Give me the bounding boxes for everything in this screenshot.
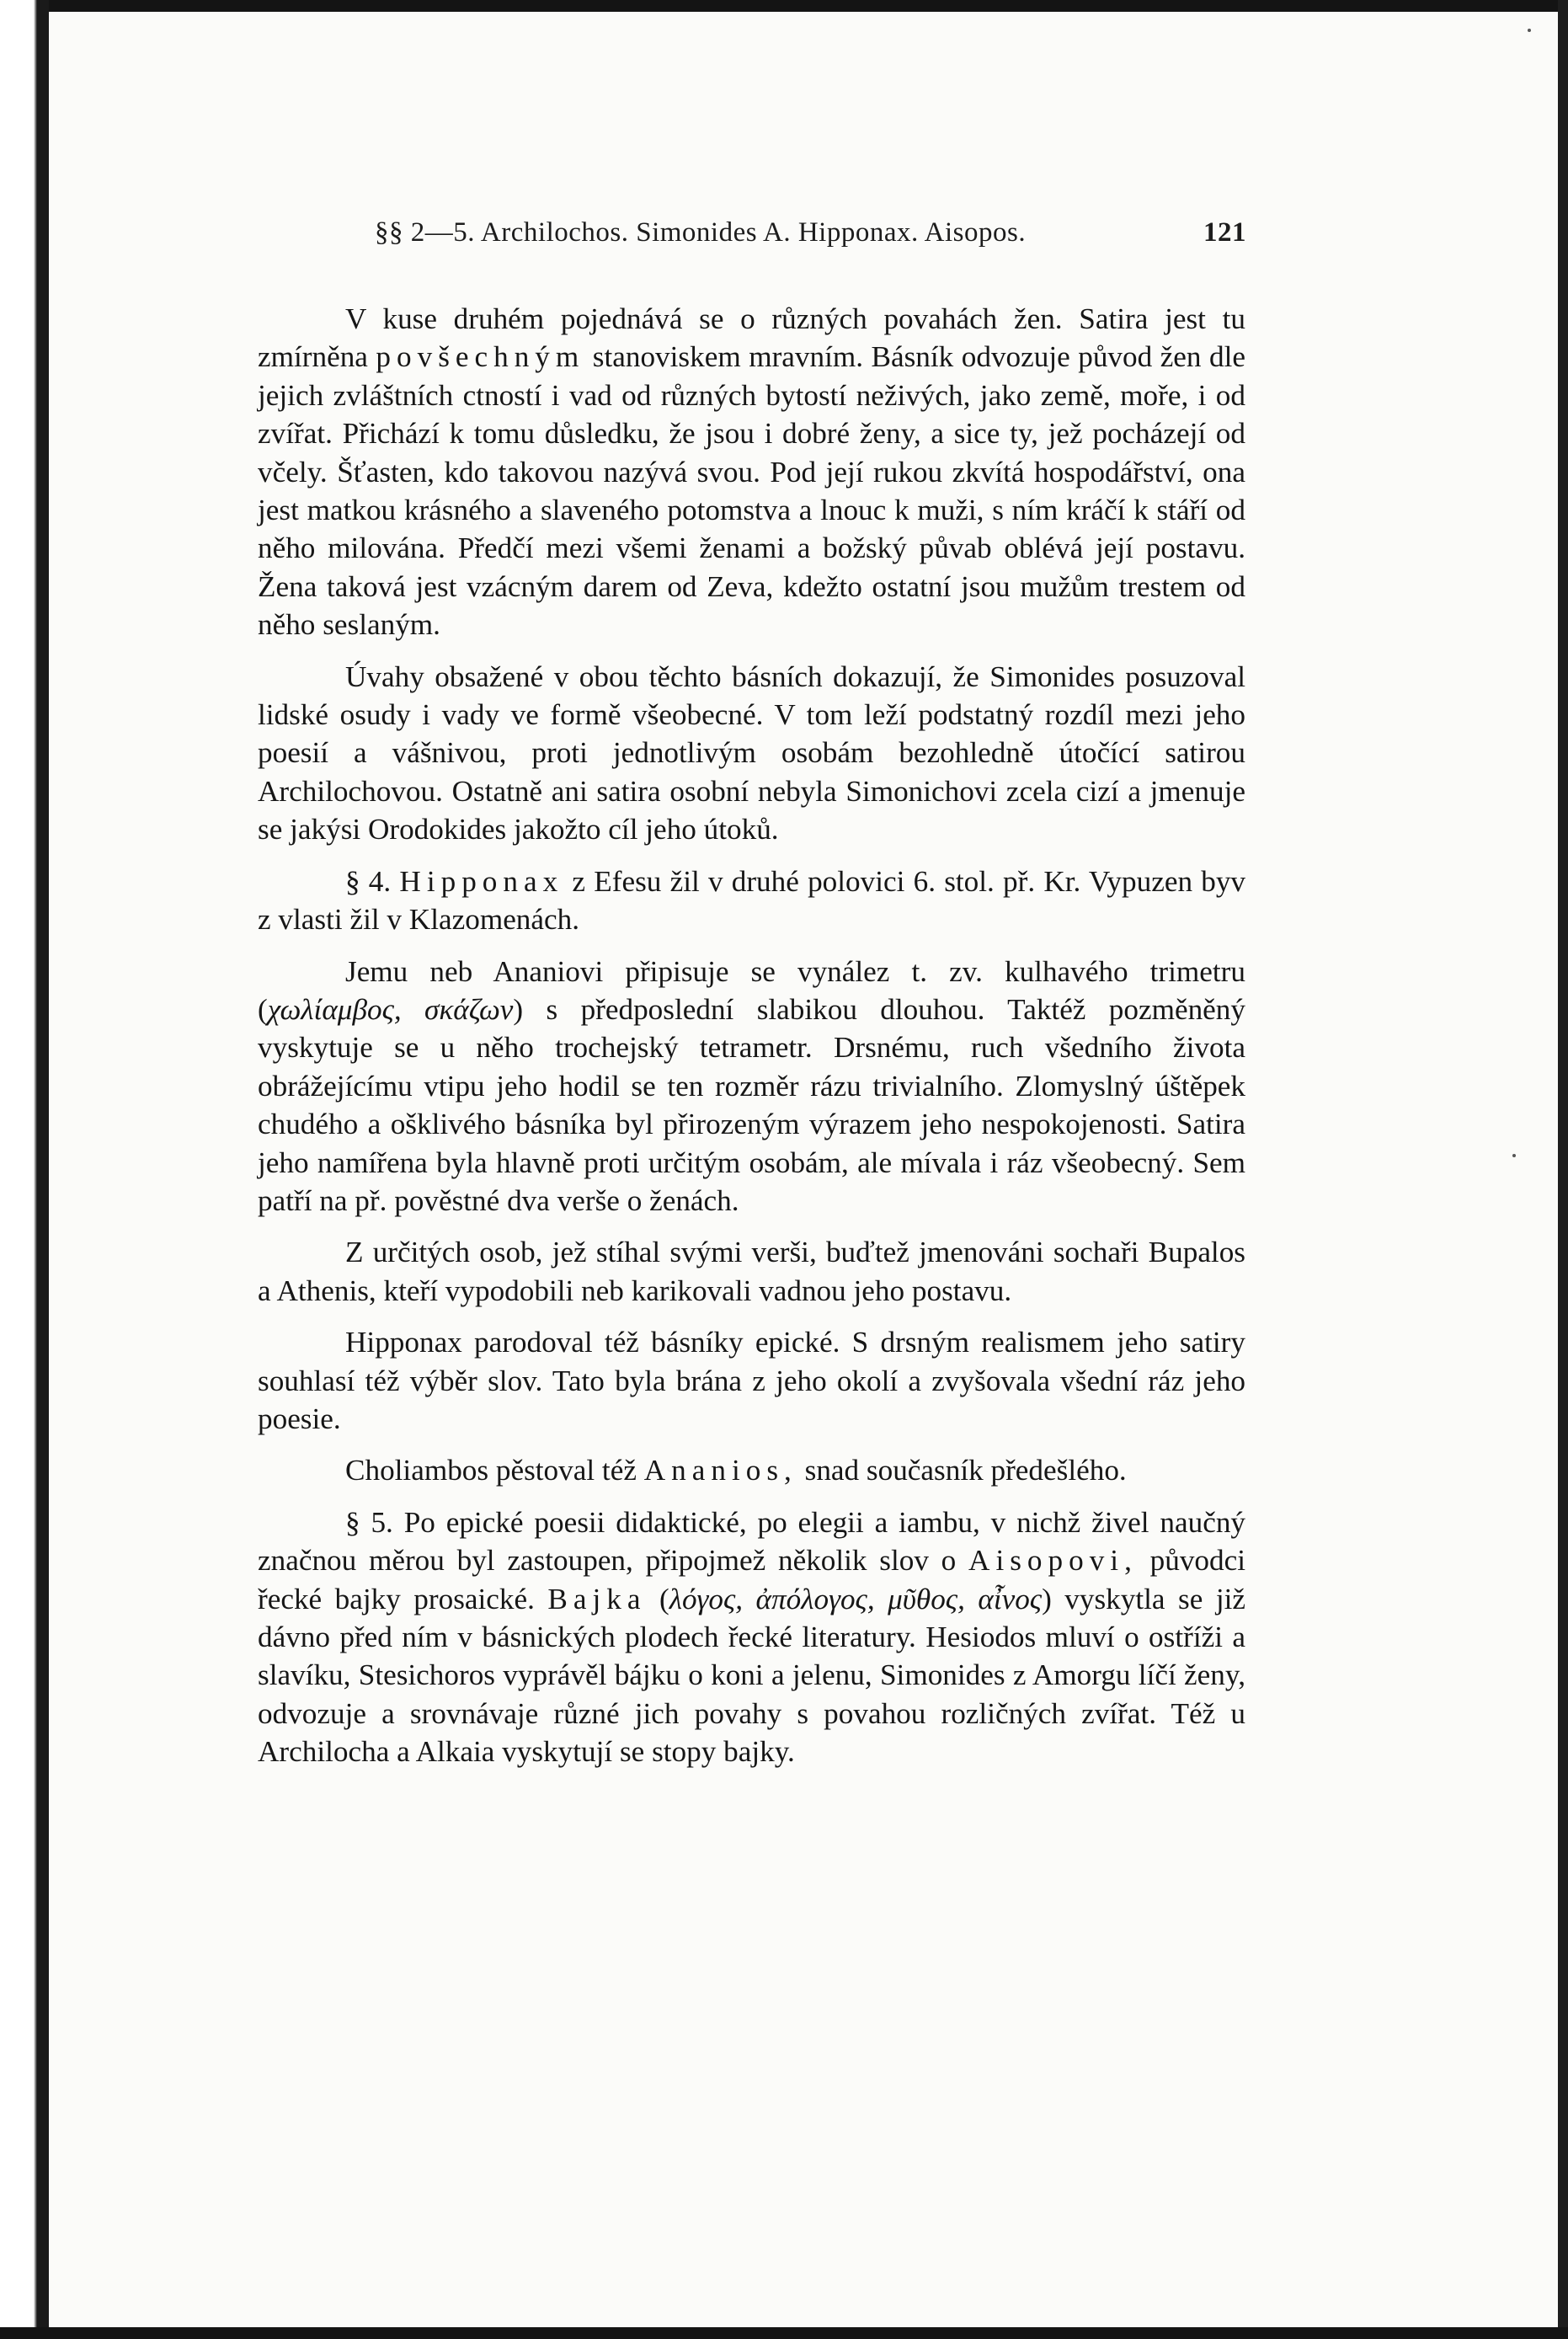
body-text xyxy=(258,300,1245,1771)
paragraph-1-text: V kuse druhém pojednává se o různých povahách žen. Satira jest tu zmírněna xyxy=(258,302,1245,374)
running-head-title: §§ 2—5. Archilochos. Simonides A. Hipponax. Aisopos. xyxy=(375,217,1027,248)
section-mark-5: § 5. xyxy=(345,1505,393,1539)
paragraph-2 xyxy=(258,658,1245,849)
paragraph-8-text-a: Po epické poesii didaktické, po elegii a iambu, v nichž živel naučný značnou měrou byl zastoupen, připojmež několik slov o xyxy=(258,1505,1246,1578)
emphasis-bajka: Bajka xyxy=(547,1582,647,1615)
page-number: 121 xyxy=(1203,217,1246,248)
greek-terms-fable: λόγος, ἀπόλογος, μῦθος, αἶνος xyxy=(669,1582,1043,1615)
paragraph-6 xyxy=(258,1323,1245,1438)
paragraph-7-text-a: Choliambos pěstoval též xyxy=(345,1454,637,1487)
emphasis-hipponax: Hipponax xyxy=(399,864,564,898)
paragraph-4 xyxy=(258,953,1245,1220)
scan-speck xyxy=(1528,29,1531,32)
paragraph-8-text-b: původci řecké bajky prosaické. xyxy=(258,1544,1245,1615)
scan-speck xyxy=(1512,1154,1516,1157)
paragraph-5 xyxy=(258,1233,1245,1310)
emphasis-aisopovi: Aisopovi, xyxy=(968,1544,1138,1578)
paragraph-4-text-a: Jemu neb Ananiovi připisuje se vynález t. zv. kulhavého trimetru ( xyxy=(258,954,1245,1026)
emphasis-ananios: Ananios, xyxy=(643,1454,797,1487)
greek-terms-choliamb: χωλίαμβος, σκάζων xyxy=(267,992,514,1026)
scan-edge-left xyxy=(0,0,49,2339)
paragraph-4-text-b: ) s předposlední slabikou dlouhou. Taktéž pozměněný vyskytuje se u něho trochejský tetrametr. Drsnému, ruch všedního života obrážejícímu vtipu jeho hodil se ten rozměr rázu trivialního. Zlomyslný úštěpek chudého a ošklivého básníka byl přirozeným výrazem jeho nespokojenosti. Satira jeho namířena byla hlavně proti určitým osobám, ale mívala i ráz všeobecný. Sem patří na př. pověstné dva verše o ženách. xyxy=(258,992,1245,1217)
paragraph-8 xyxy=(258,1503,1245,1771)
emphasis-povsechnym: povšechným xyxy=(376,340,585,374)
paragraph-2-text: Úvahy obsažené v obou těchto básních dokazují, že Simonides posuzoval lidské osudy i vady ve formě všeobecné. V tom leží podstatný rozdíl mezi jeho poesií a vášnivou, proti jednotlivým osobám bezohledně útočící satirou Archilochovou. Ostatně ani satira osobní nebyla Simonichovi zcela cizí a jmenuje se jakýsi Orodokides jakožto cíl jeho útoků. xyxy=(258,660,1245,846)
scan-edge-bottom xyxy=(0,2327,1568,2339)
section-mark-4: § 4. xyxy=(345,864,392,898)
paragraph-3 xyxy=(258,862,1245,939)
paragraph-8-paren-open: ( xyxy=(659,1582,669,1615)
paragraph-7-text-b: snad současník předešlého. xyxy=(804,1454,1127,1487)
paragraph-7 xyxy=(258,1451,1245,1489)
paragraph-6-text: Hipponax parodoval též básníky epické. S drsným realismem jeho satiry souhlasí též výběr slov. Tato byla brána z jeho okolí a zvyšovala všední ráz jeho poesie. xyxy=(258,1326,1245,1435)
paragraph-5-text: Z určitých osob, jež stíhal svými verši, buďtež jmenováni sochaři Bupalos a Athenis, kteří vypodobili neb karikovali vadnou jeho postavu. xyxy=(258,1236,1245,1307)
paragraph-1-rest: stanoviskem mravním. Básník odvozuje původ žen dle jejich zvláštních ctností i vad od různých bytostí neživých, jako země, moře, i od zvířat. Přichází k tomu důsledku, že jsou i dobré ženy, a sice ty, jež pocházejí od včely. Šťasten, kdo takovou nazývá svou. Pod její rukou zkvítá hospodářství, ona jest matkou krásného a slaveného potomstva a lnouc k muži, s ním kráčí k stáří od něho milována. Předčí mezi všemi ženami a božský půvab oblévá její postavu. Žena taková jest vzácným darem od Zeva, kdežto ostatní jsou mužům trestem od něho seslaným. xyxy=(258,340,1246,642)
paragraph-8-text-d: ) vyskytla se již dávno před ním v básnických plodech řecké literatury. Hesiodos mluví o ostříži a slavíku, Stesichoros vyprávěl bájku o koni a jelenu, Simonides z Amorgu líčí ženy, odvozuje a srovnávaje různé jich povahy s povahou rozličných zvířat. Též u Archilocha a Alkaia vyskytují se stopy bajky. xyxy=(258,1582,1245,1769)
scan-edge-top xyxy=(0,0,1568,12)
running-head xyxy=(375,217,1246,254)
scan-edge-right xyxy=(1558,0,1568,2339)
paragraph-1 xyxy=(258,300,1245,644)
paragraph-3-rest: z Efesu žil v druhé polovici 6. stol. př. Kr. Vypuzen byv z vlasti žil v Klazomenách. xyxy=(258,864,1246,937)
